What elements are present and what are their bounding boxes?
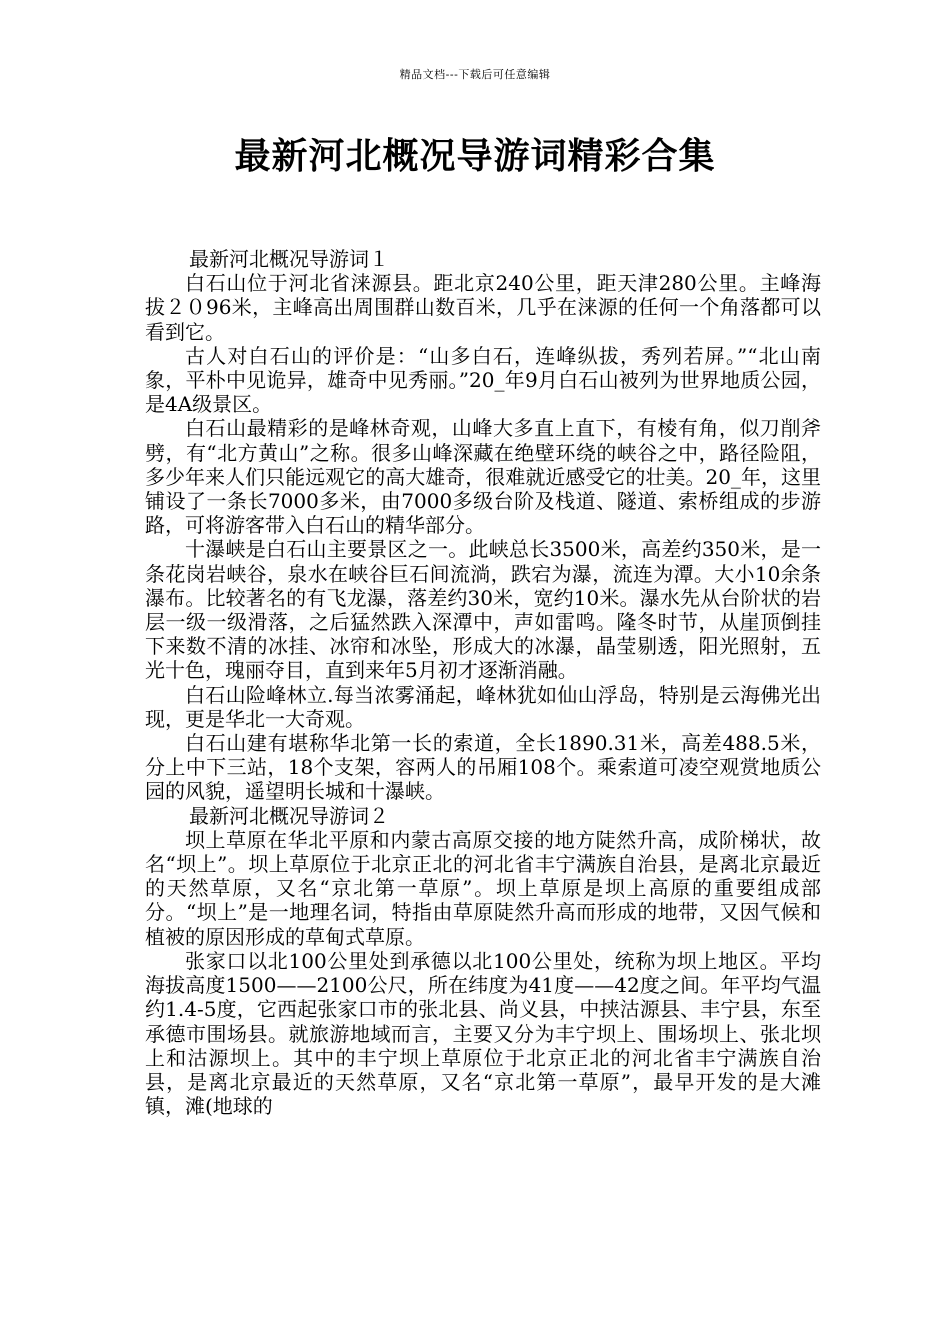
- paragraph: 白石山建有堪称华北第一长的索道，全长1890.31米，高差488.5米，分上中下三站，18个支架，容两人的吊厢108个。乘索道可凌空观赏地质公园的风貌，遥望明长城和十瀑峡。: [145, 731, 821, 804]
- document-title: 最新河北概况导游词精彩合集: [234, 136, 716, 177]
- paragraph: 白石山最精彩的是峰林奇观，山峰大多直上直下，有棱有角，似刀削斧劈，有“北方黄山”之称。很多山峰深藏在绝壁环绕的峡谷之中，路径险阻，多少年来人们只能远观它的高大雄奇，很难就近感受它的壮美。20_年，这里铺设了一条长7000多米，由7000多级台阶及栈道、隧道、索桥组成的步游路，可将游客带入白石山的精华部分。: [145, 416, 821, 538]
- section-heading: 最新河北概况导游词１: [189, 247, 389, 271]
- document-body: [145, 247, 821, 1118]
- paragraph: 白石山险峰林立.每当浓雾涌起，峰林犹如仙山浮岛，特别是云海佛光出现，更是华北一大奇观。: [145, 682, 821, 731]
- paragraph: 古人对白石山的评价是：“山多白石，连峰纵拔，秀列若屏。”“北山南象，平朴中见诡异，雄奇中见秀丽。”20_年9月白石山被列为世界地质公园，是4A级景区。: [145, 343, 821, 417]
- header-note: 精品文档---下载后可任意编辑: [399, 68, 551, 81]
- section-heading: 最新河北概况导游词２: [189, 803, 389, 828]
- paragraph: 张家口以北100公里处到承德以北100公里处，统称为坝上地区。平均海拔高度1500——2100公尺，所在纬度为41度——42度之间。年平均气温约1.4-5度，它西起张家口市的张北县、尚义县，中挟沽源县、丰宁县，东至承德市围场县。就旅游地域而言，主要又分为丰宁坝上、围场坝上、张北坝上和沽源坝上。其中的丰宁坝上草原位于北京正北的河北省丰宁满族自治县，是离北京最近的天然草原，又名“京北第一草原”，最早开发的是大滩镇，滩(地球的: [145, 948, 821, 1119]
- paragraph: 坝上草原在华北平原和内蒙古高原交接的地方陡然升高，成阶梯状，故名“坝上”。坝上草原位于北京正北的河北省丰宁满族自治县，是离北京最近的天然草原，又名“京北第一草原”。坝上草原是坝上高原的重要组成部分。“坝上”是一地理名词，特指由草原陡然升高而形成的地带，又因气候和植被的原因形成的草甸式草原。: [145, 827, 821, 949]
- paragraph: 白石山位于河北省涞源县。距北京240公里，距天津280公里。主峰海拔２０96米，主峰高出周围群山数百米，几乎在涞源的任何一个角落都可以看到它。: [145, 271, 821, 344]
- paragraph: 十瀑峡是白石山主要景区之一。此峡总长3500米，高差约350米，是一条花岗岩峡谷，泉水在峡谷巨石间流淌，跌宕为瀑，流连为潭。大小10余条瀑布。比较著名的有飞龙瀑，落差约30米，宽约10米。瀑水先从台阶状的岩层一级一级滑落，之后猛然跌入深潭中，声如雷鸣。隆冬时节，从崖顶倒挂下来数不清的冰挂、冰帘和冰坠，形成大的冰瀑，晶莹剔透，阳光照射，五光十色，瑰丽夺目，直到来年5月初才逐渐消融。: [145, 537, 821, 683]
